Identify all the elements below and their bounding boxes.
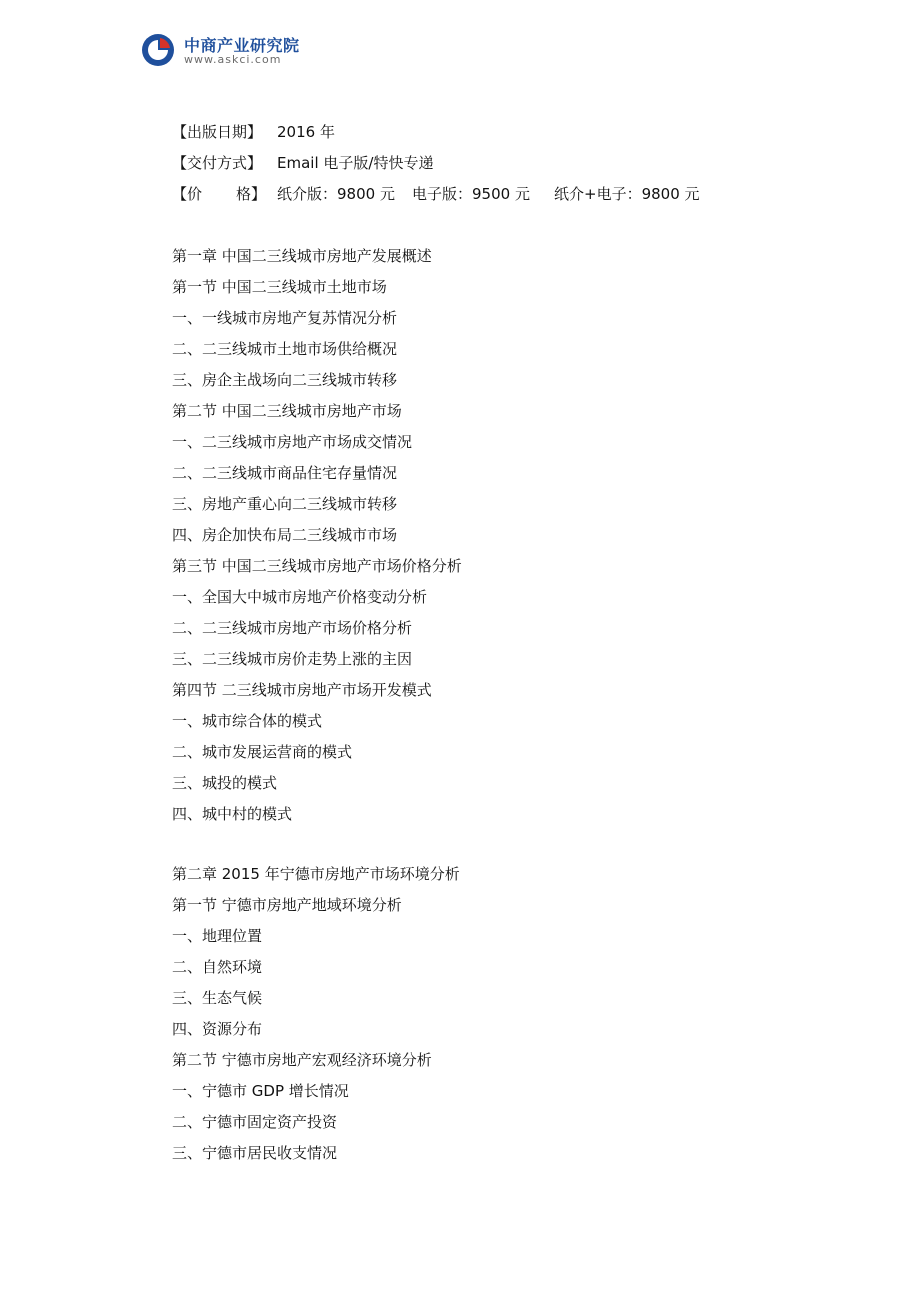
toc-item: 一、一线城市房地产复苏情况分析 <box>172 309 398 327</box>
delivery-row <box>172 151 872 182</box>
toc-chapter-2 <box>172 862 872 1172</box>
toc-item: 第一章 中国二三线城市房地产发展概述 <box>172 247 432 265</box>
toc-item: 一、宁德市 GDP 增长情况 <box>172 1082 349 1100</box>
toc-item: 二、城市发展运营商的模式 <box>172 743 353 761</box>
toc-chapter-1 <box>172 244 872 833</box>
toc-item: 一、二三线城市房地产市场成交情况 <box>172 433 413 451</box>
toc-item: 二、宁德市固定资产投资 <box>172 1113 338 1131</box>
price-electronic: 电子版：9500 元 <box>412 185 530 203</box>
publish-date-row <box>172 120 872 151</box>
toc-item: 二、二三线城市房地产市场价格分析 <box>172 619 413 637</box>
price-label-open: 【价 <box>172 185 203 203</box>
toc-item: 三、宁德市居民收支情况 <box>172 1144 338 1162</box>
toc-item: 第一节 中国二三线城市土地市场 <box>172 278 387 296</box>
delivery-value: Email 电子版/特快专递 <box>277 154 434 172</box>
toc-item: 一、城市综合体的模式 <box>172 712 323 730</box>
toc-item: 四、城中村的模式 <box>172 805 293 823</box>
toc-item: 二、二三线城市土地市场供给概况 <box>172 340 398 358</box>
publish-date-value: 2016 年 <box>277 123 335 141</box>
brand-logo <box>140 32 380 68</box>
toc-item: 一、全国大中城市房地产价格变动分析 <box>172 588 428 606</box>
delivery-label: 【交付方式】 <box>172 154 263 172</box>
brand-url: www.askci.com <box>184 53 282 66</box>
toc-item: 三、房企主战场向二三线城市转移 <box>172 371 398 389</box>
toc-item: 第四节 二三线城市房地产市场开发模式 <box>172 681 432 699</box>
toc-item: 二、二三线城市商品住宅存量情况 <box>172 464 398 482</box>
toc-item: 四、资源分布 <box>172 1020 263 1038</box>
price-combo: 纸介+电子：9800 元 <box>554 185 700 203</box>
askci-logo-icon <box>140 32 176 68</box>
toc-item: 四、房企加快布局二三线城市市场 <box>172 526 398 544</box>
toc-item: 三、城投的模式 <box>172 774 278 792</box>
publish-date-label: 【出版日期】 <box>172 123 263 141</box>
toc-item: 第二节 宁德市房地产宏观经济环境分析 <box>172 1051 432 1069</box>
toc-item: 第一节 宁德市房地产地域环境分析 <box>172 896 402 914</box>
toc-item: 第三节 中国二三线城市房地产市场价格分析 <box>172 557 462 575</box>
toc-item: 二、自然环境 <box>172 958 263 976</box>
report-info <box>172 120 872 213</box>
toc-item: 一、地理位置 <box>172 927 263 945</box>
price-row <box>172 182 872 213</box>
price-paper: 纸介版：9800 元 <box>277 185 395 203</box>
toc-item: 三、二三线城市房价走势上涨的主因 <box>172 650 413 668</box>
price-label-close: 格】 <box>236 185 267 203</box>
toc-item: 三、生态气候 <box>172 989 263 1007</box>
brand-name: 中商产业研究院 <box>184 36 300 55</box>
toc-item: 第二节 中国二三线城市房地产市场 <box>172 402 402 420</box>
toc-item: 第二章 2015 年宁德市房地产市场环境分析 <box>172 865 460 883</box>
toc-item: 三、房地产重心向二三线城市转移 <box>172 495 398 513</box>
